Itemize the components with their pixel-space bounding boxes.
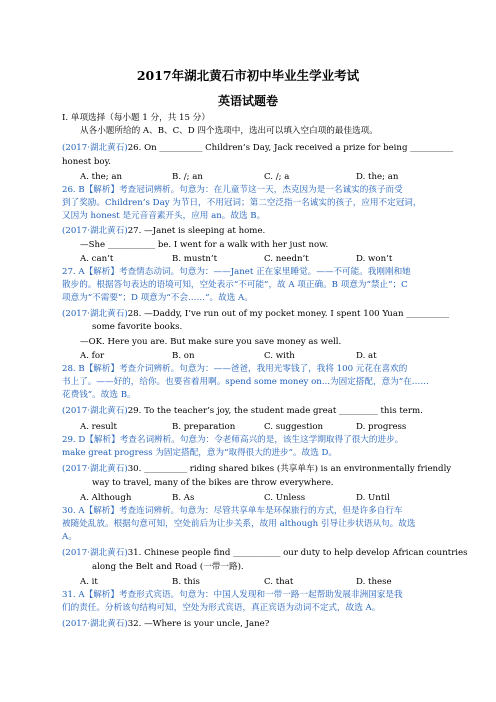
option-d: D. Until [356, 493, 390, 503]
option-a: A. Although [80, 493, 132, 503]
question-31-options [80, 577, 392, 588]
question-30-source: (2017·湖北黄石) [62, 464, 128, 474]
question-26-explanation-1: 26. B【解析】考查冠词辨析。句意为：在儿童节这一天，杰克因为是一名诚实的孩子而受 [62, 185, 403, 195]
question-28-explanation-2: 书上了。——好的，给你。也要省着用啊。spend some money on...为固定搭配，意为“在…… [62, 377, 429, 387]
question-30-stem: (2017·湖北黄石)30. __________ riding shared bikes (共享单车) is an environmentally friendly [62, 464, 452, 474]
question-29-stem: (2017·湖北黄石)29. To the teacher’s joy, the student made great _________ this term. [62, 406, 423, 416]
question-27-explanation-3: 项意为“不需要”；D 项意为“不会……”。故选 A。 [62, 293, 253, 303]
question-28-options [80, 351, 377, 362]
page-subtitle: 英语试题卷 [217, 94, 278, 108]
option-b: B. on [172, 351, 195, 361]
option-a: A. the; an [80, 172, 123, 182]
option-b: B. preparation [172, 422, 236, 432]
question-32-source: (2017·湖北黄石) [62, 619, 128, 629]
question-30-options [80, 493, 390, 504]
question-31-stem-cont: along the Belt and Road (一带一路). [92, 562, 244, 572]
question-31-explanation-2: 们的责任。分析该句结构可知，空处为形式宾语，真正宾语为动词不定式，故选 A。 [62, 603, 381, 613]
option-b: B. this [172, 577, 200, 587]
option-c: C. that [264, 577, 294, 587]
question-28-explanation-1: 28. B【解析】考查介词辨析。句意为：——爸爸，我用光零钱了，我将 100 元花在喜欢的 [62, 364, 408, 374]
page-title: 2017年湖北黄石市初中毕业生学业考试 [136, 68, 360, 83]
option-c: C. Unless [264, 493, 306, 503]
section-heading: I. 单项选择（每小题 1 分，共 15 分） [62, 113, 210, 123]
question-29-source: (2017·湖北黄石) [62, 406, 128, 416]
question-31-stem: (2017·湖北黄石)31. Chinese people find ___________ our duty to help develop African countries [62, 548, 468, 558]
question-30-stem-cont: way to travel, many of the bikes are throw everywhere. [92, 478, 334, 488]
question-26-explanation-3: 又因为 honest 是元音音素开头，应用 an。故选 B。 [62, 211, 266, 221]
question-28-explanation-3: 花费钱”。故选 B。 [62, 390, 136, 400]
question-26-stem: (2017·湖北黄石)26. On __________ Children’s Day, Jack received a prize for being __________ [62, 143, 454, 153]
question-30-explanation-1: 30. A【解析】考查连词辨析。句意为：尽管共享单车是环保旅行的方式，但是许多自行车 [62, 506, 403, 516]
section-instruction: 从各小题所给的 A、B、C、D 四个选项中，选出可以填入空白项的最佳选项。 [80, 126, 378, 136]
option-d: D. these [356, 577, 392, 587]
option-c: C. needn’t [264, 254, 309, 264]
question-31-source: (2017·湖北黄石) [62, 548, 128, 558]
question-30-explanation-2: 被随处乱放。根据句意可知，空处前后为让步关系，故用 although 引导让步状语从句。故选 [62, 519, 416, 529]
question-27-explanation-1: 27. A【解析】考查情态动词。句意为：——Janet 正在家里睡觉。——不可能。我刚刚和她 [62, 267, 411, 277]
question-26-source: (2017·湖北黄石) [62, 143, 128, 153]
question-26-explanation-2: 到了奖励。Children’s Day 为节日，不用冠词；第二空泛指一名诚实的孩子，应用不定冠词， [62, 198, 422, 208]
question-27-options [80, 254, 392, 265]
option-a: A. it [80, 577, 98, 587]
question-30-explanation-3: A。 [62, 532, 77, 542]
question-26-stem-cont: honest boy. [62, 157, 112, 167]
question-27-stem: (2017·湖北黄石)27. —Janet is sleeping at home. [62, 226, 266, 236]
option-c: C. suggestion [264, 422, 324, 432]
option-d: D. at [356, 351, 377, 361]
question-29-options [80, 422, 406, 433]
question-28-reply: —OK. Here you are. But make sure you save money as well. [80, 337, 342, 347]
option-c: C. with [264, 351, 295, 361]
question-32-stem: (2017·湖北黄石)32. —Where is your uncle, Jane? [62, 619, 270, 629]
question-27-source: (2017·湖北黄石) [62, 226, 128, 236]
question-28-source: (2017·湖北黄石) [62, 309, 128, 319]
question-27-explanation-2: 散步的。根据答句表达的语境可知，空处表示“不可能”，故 A 项正确。B 项意为“禁止”；C [62, 280, 408, 290]
option-a: A. result [80, 422, 118, 432]
question-29-explanation-2: make great progress 为固定搭配，意为“取得很大的进步”。故选 D。 [62, 448, 338, 458]
option-a: A. for [80, 351, 105, 361]
question-28-stem: (2017·湖北黄石)28. —Daddy, I’ve run out of my pocket money. I spent 100 Yuan __________ [62, 309, 450, 319]
option-b: B. /; an [172, 172, 203, 182]
option-c: C. /; a [264, 172, 290, 182]
question-29-explanation-1: 29. D【解析】考查名词辨析。句意为：令老师高兴的是，该生这学期取得了很大的进步。 [62, 435, 404, 445]
question-27-stem-cont: —She ___________ be. I went for a walk with her just now. [80, 240, 329, 250]
option-d: D. won’t [356, 254, 393, 264]
option-d: D. the; an [356, 172, 399, 182]
question-26-options [80, 172, 398, 183]
option-d: D. progress [356, 422, 407, 432]
question-31-explanation-1: 31. A【解析】考查形式宾语。句意为：中国人发现和一带一路一起帮助发展非洲国家是我 [62, 590, 403, 600]
question-28-stem-cont: some favorite books. [92, 322, 183, 332]
option-b: B. As [172, 493, 195, 503]
option-b: B. mustn’t [172, 254, 218, 264]
option-a: A. can’t [80, 254, 114, 264]
